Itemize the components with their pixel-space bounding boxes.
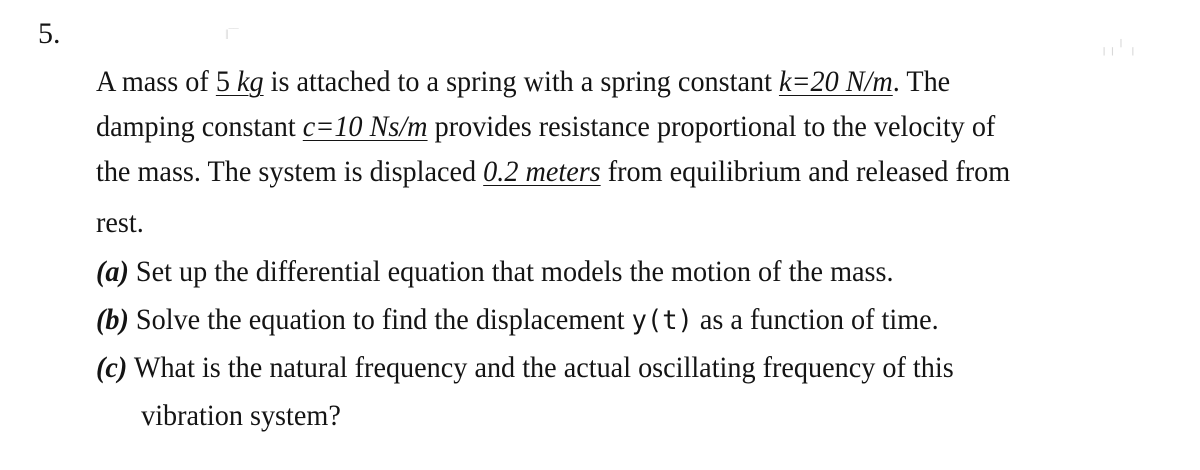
statement-line-1: A mass of 5 kg is attached to a spring with a spring constant k=20 N/m. The xyxy=(96,65,951,98)
displacement-value: 0.2 meters xyxy=(483,155,601,188)
statement-line-4: rest. xyxy=(96,206,144,239)
part-a xyxy=(96,248,1121,296)
problem-number: 5. xyxy=(38,17,61,50)
statement-line-2: damping constant c=10 Ns/m provides resistance proportional to the velocity of xyxy=(96,110,996,143)
part-b: (b) Solve the equation to find the displacement y(t) as a function of time. xyxy=(96,303,939,336)
part-c-label: (c) xyxy=(96,351,128,384)
part-c: (c) What is the natural frequency and the actual oscillating frequency of this xyxy=(96,351,954,384)
faint-pencil-mark: ╷╷╵ ╷ xyxy=(1100,41,1138,56)
part-c-continuation: vibration system? xyxy=(141,399,341,432)
damping-constant: c=10 Ns/m xyxy=(302,110,428,143)
spring-constant: k=20 N/m xyxy=(778,65,893,98)
part-b-label: (b) xyxy=(96,303,129,336)
function-notation: y(t) xyxy=(631,305,693,336)
mass-value: 5 kg xyxy=(215,65,264,98)
part-a-text: Set up the differential equation that models the motion of the mass. xyxy=(128,255,894,288)
question-parts xyxy=(96,248,1121,440)
statement-line-3: the mass. The system is displaced 0.2 meters from equilibrium and released from xyxy=(96,155,1011,188)
faint-pencil-mark: ‖‾‾ xyxy=(225,28,239,43)
problem-statement xyxy=(96,59,1121,245)
part-a-label: (a) xyxy=(96,255,129,288)
